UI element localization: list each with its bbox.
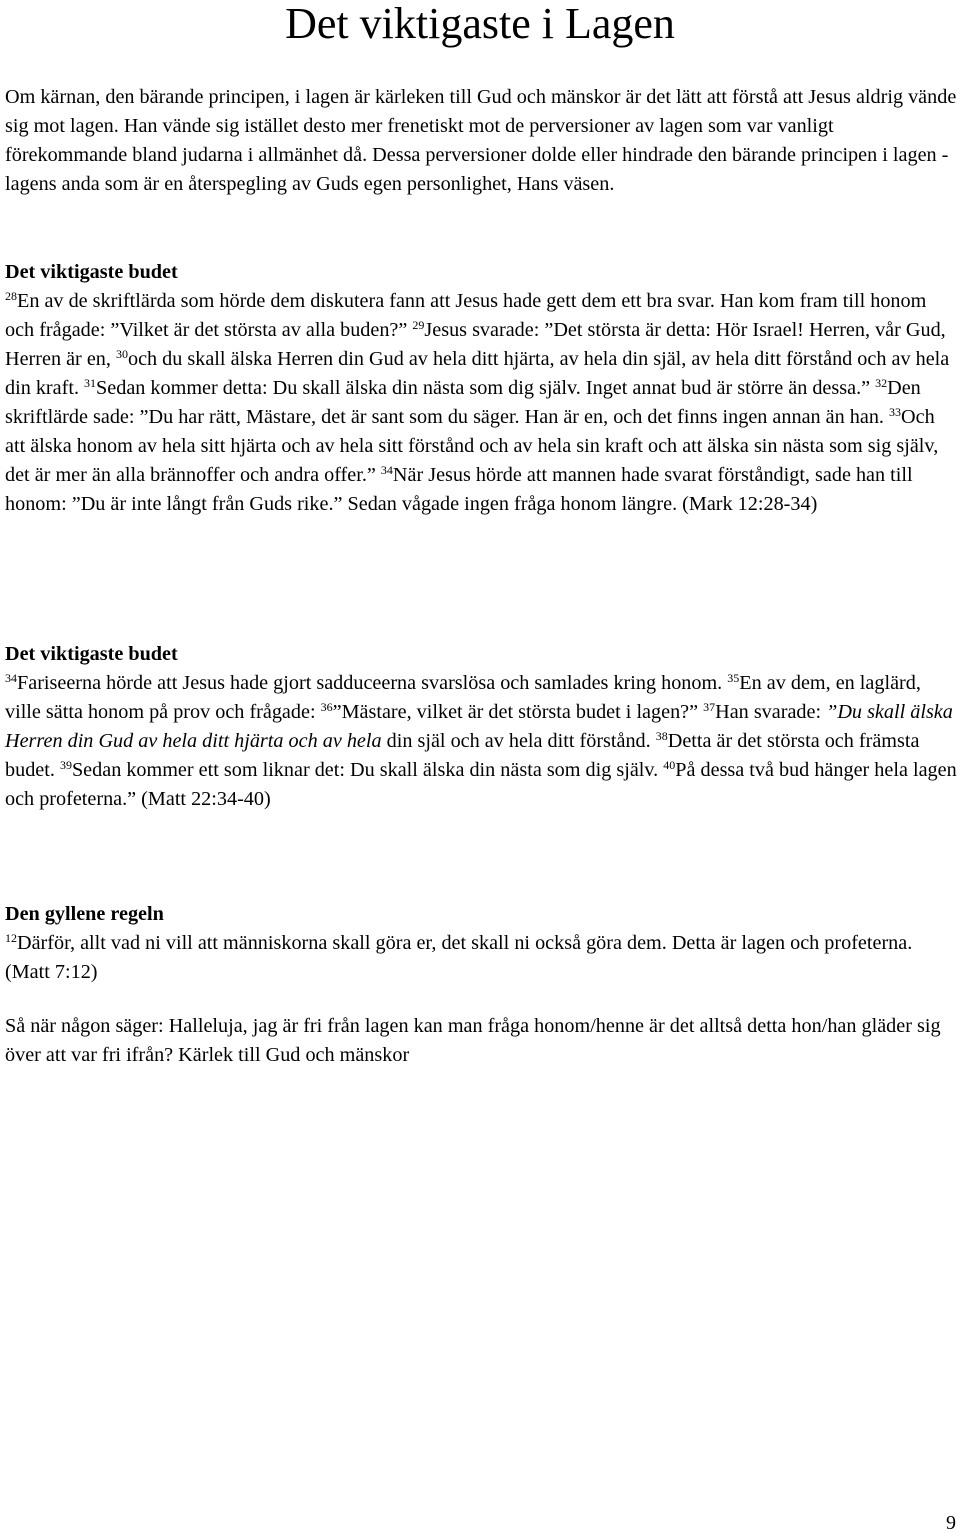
section-heading: Det viktigaste budet: [5, 261, 178, 283]
verse-text: En av de skriftlärda som hörde dem diskutera fann att Jesus hade gett dem ett bra svar. Han kom fram till honom och frågade: ”Vilket är det största av alla buden?”: [5, 290, 927, 341]
verse-number: 33: [889, 405, 902, 419]
verse-number: 35: [727, 671, 740, 685]
verse-passage: [5, 672, 957, 810]
verse-number: 36: [320, 700, 333, 714]
verse-text: din själ och av hela ditt förstånd.: [381, 730, 656, 752]
section-golden-rule: [5, 900, 957, 987]
verse-number: 39: [59, 758, 72, 772]
verse-number: 37: [703, 700, 716, 714]
verse-text: och du skall älska Herren din Gud av hela ditt hjärta, av hela din själ, av hela ditt förstånd och av hela din kraft.: [5, 348, 950, 399]
page-title: Det viktigaste i Lagen: [285, 0, 675, 48]
section-mark-12: [5, 258, 957, 519]
verse-number: 31: [84, 376, 97, 390]
verse-text: Därför, allt vad ni vill att människorna skall göra er, det skall ni också göra dem. Detta är lagen och profeterna. (Matt 7:12): [5, 932, 913, 983]
closing-paragraph: Så när någon säger: Halleluja, jag är fri från lagen kan man fråga honom/henne är det alltså detta hon/han gläder sig över att var fri ifrån? Kärlek till Gud och mänskor: [5, 1015, 941, 1066]
verse-passage: [5, 932, 912, 983]
section-matthew-22: [5, 640, 957, 814]
verse-text: Sedan kommer ett som liknar det: Du skall älska din nästa som dig själv.: [71, 759, 664, 781]
page-number: 9: [946, 1512, 956, 1534]
verse-number: 29: [412, 318, 425, 332]
verse-number: 28: [5, 289, 17, 303]
verse-number: 34: [5, 671, 17, 685]
verse-text: En av dem, en laglärd, ville sätta honom på prov och frågade:: [5, 672, 921, 723]
verse-number: 40: [663, 758, 676, 772]
verse-number: 30: [115, 347, 128, 361]
verse-text: Den skriftlärde sade: ”Du har rätt, Mästare, det är sant som du säger. Han är en, och det finns ingen annan än han.: [5, 377, 921, 428]
verse-passage: [5, 290, 949, 515]
verse-number: 38: [655, 729, 668, 743]
verse-number: 12: [5, 931, 17, 945]
verse-text: På dessa två bud hänger hela lagen och profeterna.” (Matt 22:34-40): [5, 759, 957, 810]
verse-text: Han svarade:: [715, 701, 827, 723]
verse-number: 32: [875, 376, 888, 390]
verse-text: Jesus svarade: ”Det största är detta: Hör Israel! Herren, vår Gud, Herren är en,: [5, 319, 946, 370]
verse-quote-italic: ”Du skall älska Herren din Gud av hela ditt hjärta och av hela: [5, 701, 953, 752]
section-heading: Den gyllene regeln: [5, 903, 164, 925]
verse-text: När Jesus hörde att mannen hade svarat förståndigt, sade han till honom: ”Du är inte långt från Guds rike.” Sedan vågade ingen fråga honom längre. (Mark 12:28-34): [5, 464, 913, 515]
verse-text: Och att älska honom av hela sitt hjärta och av hela sitt förstånd och av hela sin kraft och att älska sin nästa som sig själv, det är mer än alla brännoffer och andra offer.”: [5, 406, 939, 486]
section-heading: Det viktigaste budet: [5, 643, 178, 665]
intro-paragraph: Om kärnan, den bärande principen, i lagen är kärleken till Gud och mänskor är det lätt att förstå att Jesus aldrig vände sig mot lagen. Han vände sig istället desto mer frenetiskt mot de perversioner av lagen som var vanligt förekommande bland judarna i allmänhet då. Dessa perversioner dolde eller hindrade den bärande principen i lagen - lagens anda som är en återspegling av Guds egen personlighet, Hans väsen.: [5, 86, 957, 195]
verse-number: 34: [380, 463, 393, 477]
verse-text: Detta är det största och främsta budet.: [5, 730, 920, 781]
verse-text: Fariseerna hörde att Jesus hade gjort sadduceerna svarslösa och samlades kring honom.: [17, 672, 728, 694]
verse-text: Sedan kommer detta: Du skall älska din nästa som dig själv. Inget annat bud är större än dessa.”: [96, 377, 876, 399]
verse-text: ”Mästare, vilket är det största budet i lagen?”: [332, 701, 704, 723]
